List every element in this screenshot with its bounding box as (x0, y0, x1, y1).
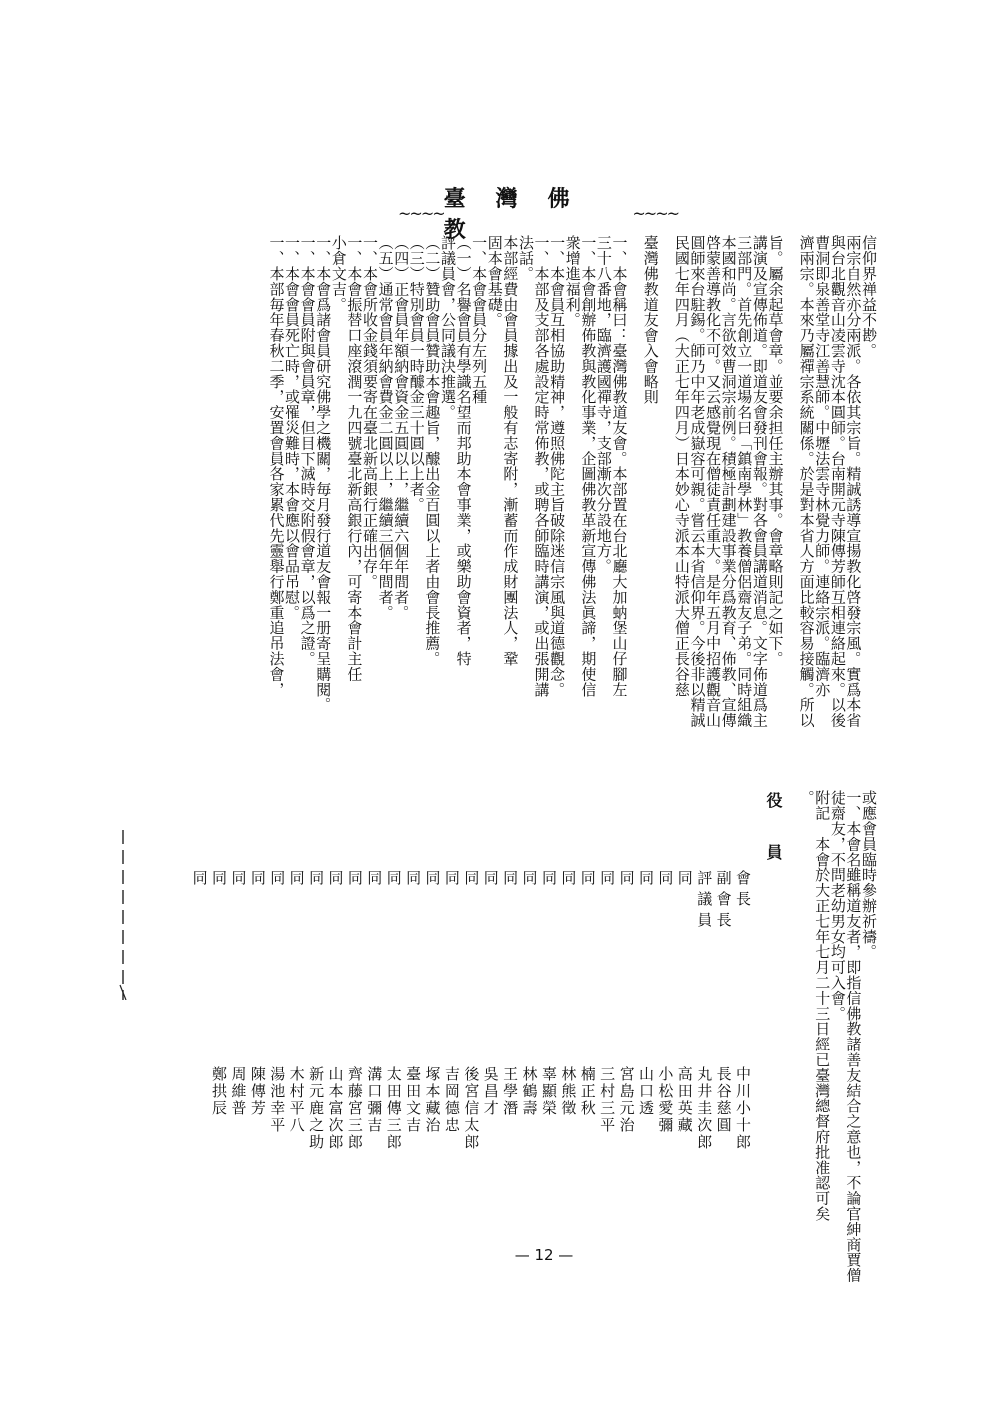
officer-names-column: 中川小十郎 長谷慈圓 丸井圭次郎 高田英藏 小松愛彌 山口透 宮島元治 三村三平 楠正秋 林熊徵 辜顯榮 林鶴壽 王學潛 吳昌才 後宮信太郎 吉岡德忠 塚本藏治 臺田文吉 太田傳三郎 溝口彌吉 齊藤宮三郎 山本富次郎 新元鹿之助 木村平八 湯池幸平 陳傳芳 周維普 鄭拱辰 (210, 1066, 752, 1151)
officers-heading: 役員 (764, 792, 783, 896)
body-text-main: 信仰界禅益不尠。 兩宗自然亦分兩派。各依其宗旨。精誠誘導宣揚教化啓發宗風。實爲本省 與台北觀音山凌雲寺沈本圓師。台南開元寺陳傳芳師互相連絡起來。以後 曹洞即泉善堂寺江善慧師。中壢法雲寺林覺力師。連絡宗派。臨濟亦 濟兩宗。本來乃屬禪宗系統關係。於是對本省人方面比較容易接觸。所以 旨。屬余起草會章。並要余担任主辦其事。會章略則記之如下。 講演及宣傳佈道。即道友會發刊會報。對各會員講道消息。文字佈道爲主 三部門。首先創立一道場名曰「鎮南學林」教養僧侶齋友子弟。同時組織 本國和尚。言欲效曹洞宗前例。積極計劃建設事業分爲教育、佈教、宣傳 啓蒙善導教化不可。又云感覺現在僧徒責任重大。是年五月中招護觀音山 圓師來台駐錫。師乃中年老成嶽容可親。嘗云本省信仰界。今後非以精誠 民國七年四月（大正七年四月）日本妙心寺派本山特派大僧正長谷慈 臺灣佛教道友會入會略則 一、本會稱曰：臺灣佛教道友會。本部置在台北廳大加蚋堡山仔腳左 三十八番地，臨濟護國禪寺，支部漸次分設地方。 一、本會創辦佈教與教化事業，企圖佛教革新宣傳佛法眞諦，期使信 衆增進福利。 一、本會員互相協助精神，遵照佛陀主旨破除迷信宗風與道德觀念。 一、本部及支部各處設定時常佈教，或聘各師臨時講演，或出張開講 法話。 本部經費由會員據出及一般有志寄附，漸蓄而作成財團法人，鞏 固本會基礎。 一、本會會員分左列五種 （一）名譽會員有學識名望而邦助本會事業，或樂助會資者，特 評議員會，公同議決推選。 （二）贊助會員贊助本會趣旨，醵出金百圓以上者由會長推薦。 （三）特別會員一時醵金三十圓以上者。 （四）正會員年額納會資金五圓以上，繼續六個年間者。 （五）通常會員年納會費金二圓以上，繼續三個年間者。 一、本會所收金錢須要寄在臺北新高銀行正確出存。 一、本會振替口座滾潤一九四號臺北新高銀行內，可寄本會計主任 小倉文吉。 一、本會爲諸會員研究佛學之機關，毎月發行道友會報一册寄呈購閱。 一、本會會員附與會員章，但目下滅時交附假會章，以爲之證。 一、本會會員死亡時，或罹災難時，本會應以會品吊慰。 一、本部毎年春秋二季，安置會員各家累代先靈舉行鄭重追吊法會， (267, 235, 878, 728)
page-number: — 12 — (514, 1246, 574, 1264)
header-ornament-right: ~~~~ (632, 203, 678, 223)
header-ornament-left: ~~~~ (398, 203, 444, 223)
running-header (398, 186, 678, 243)
journal-title: 臺灣佛教 (443, 186, 600, 243)
body-text-rules-continued: 或應會員臨時參辦祈禱。 一、本會名雖稱道友者，即指信佛教諸善友結合之意也，不論官紳商賈僧 徒齋友，不問老幼男女均可入會。 附記 本會於大正七年七月二十三日經已臺灣總督府批准認可矣 。 (797, 790, 878, 1283)
officer-roles-column: 會長 副會長 評議員 同 同 同 同 同 同 同 同 同 同 同 同 同 同 同 同 同 同 同 同 同 同 同 同 同 同 (190, 870, 752, 933)
binding-mark-icon (118, 830, 128, 1000)
